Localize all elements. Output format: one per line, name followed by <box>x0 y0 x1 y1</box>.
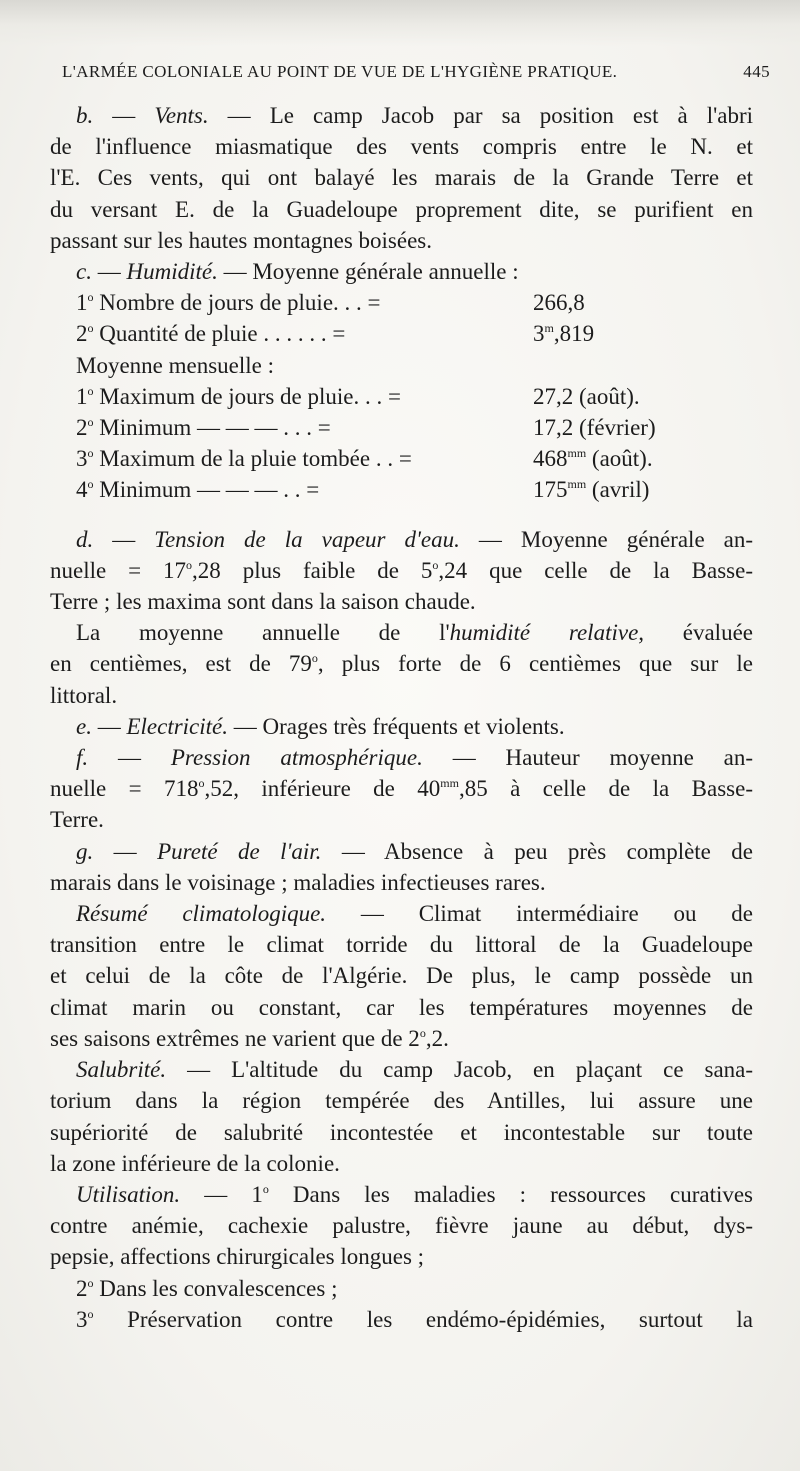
text-line: supériorité de salubrité incontestée et incontestable sur toute <box>50 1119 753 1145</box>
section-title: Electricité. <box>126 713 229 739</box>
section-title: Utilisation. <box>76 1181 181 1207</box>
row-label: 3$^o$ Maximum de la pluie tombée . . = <box>76 446 412 472</box>
row-value: 27,2 (août). <box>533 383 640 409</box>
section-title: Vents. <box>154 103 209 128</box>
text-line: Dans les maladies : ressources curatives <box>292 1181 754 1207</box>
text-line: La moyenne annuelle de l'humidité relative, évaluée <box>76 620 753 646</box>
section-purete <box>50 836 753 867</box>
section-letter: d. <box>76 526 94 552</box>
text-line: climat marin ou constant, car les températures moyennes de <box>50 994 753 1020</box>
page-top-shadow <box>0 0 800 46</box>
rainfall-table <box>50 287 753 505</box>
running-header <box>62 62 770 82</box>
dash: — <box>223 259 247 285</box>
text-line: du versant E. de la Guadeloupe proprement dite, se purifient en <box>50 196 753 222</box>
text-line: ses saisons extrêmes ne varient que de 2$^o$,2. <box>50 1025 449 1051</box>
text-line: Orages très fréquents et violents. <box>262 713 565 739</box>
monthly-label: Moyenne mensuelle : <box>76 352 275 378</box>
section-letter: b. <box>76 103 94 128</box>
text-line: — Moyenne générale an- <box>478 526 754 552</box>
row-value: 3$^m$,819 <box>533 321 595 347</box>
text-line: littoral. <box>50 682 118 708</box>
text-line: marais dans le voisinage ; maladies infectieuses rares. <box>50 869 546 895</box>
dash: — <box>112 103 136 128</box>
section-title: Salubrité. <box>76 1057 167 1083</box>
text-line: L'altitude du camp Jacob, en plaçant ce sana- <box>231 1057 754 1083</box>
text-line: Moyenne générale annuelle : <box>252 259 519 285</box>
list-item: 3$^o$ Préservation contre les endémo-épidémies, surtout la <box>76 1306 753 1332</box>
table-row <box>50 350 753 381</box>
dash: — <box>227 103 251 128</box>
dash: — <box>452 745 476 771</box>
section-letter: f. <box>76 745 89 771</box>
row-value: 266,8 <box>533 290 585 316</box>
row-label: 1$^o$ Maximum de jours de pluie. . . = <box>76 383 401 409</box>
text-line: Climat intermédiaire ou de <box>418 901 754 927</box>
section-title: Résumé climatologique. <box>76 901 327 927</box>
dash: — <box>118 745 141 771</box>
text-line: transition entre le climat torride du littoral de la Guadeloupe <box>50 932 753 958</box>
dash: — <box>187 1057 211 1083</box>
section-title: Pureté de l'air. <box>157 838 322 864</box>
text-line: nuelle = $718^o,52$, inférieure de $40^{mm},85$ à celle de la Basse- <box>50 776 753 802</box>
text-line: Le camp Jacob par sa position est à l'abri <box>269 103 754 128</box>
section-title: Humidité. <box>126 259 218 285</box>
table-row <box>50 381 753 412</box>
row-value: 17,2 (février) <box>533 415 656 441</box>
text-line: Terre ; les maxima sont dans la saison chaude. <box>50 589 476 615</box>
section-pression <box>50 742 753 773</box>
table-row <box>50 287 753 318</box>
text-line: l'E. Ces vents, qui ont balayé les marais de la Grande Terre et <box>50 165 753 191</box>
text-line: Absence à peu près complète de <box>384 838 754 864</box>
running-title: L'ARMÉE COLONIALE AU POINT DE VUE DE L'HYGIÈNE PRATIQUE. <box>62 62 618 81</box>
section-letter: c. <box>76 259 92 285</box>
dash: — <box>112 526 136 552</box>
section-salubrite <box>50 1054 753 1085</box>
text-line: en centièmes, est de 79$^o$, plus forte de 6 centièmes que sur le <box>50 651 753 677</box>
page-number: 445 <box>743 62 770 81</box>
dash: — <box>360 901 384 927</box>
section-vapeur <box>50 524 753 555</box>
dash: — <box>97 713 121 739</box>
text-line: torium dans la région tempérée des Antilles, lui assure une <box>50 1088 753 1114</box>
section-humidite <box>50 256 753 287</box>
section-letter: e. <box>76 713 92 739</box>
row-value: $175^{mm}$ (avril) <box>533 477 650 503</box>
row-value: $468^{mm}$ (août). <box>533 446 653 472</box>
table-row <box>50 474 753 505</box>
text-line: la zone inférieure de la colonie. <box>50 1150 340 1176</box>
spacer <box>50 506 753 524</box>
text-line: Hauteur moyenne an- <box>505 745 754 771</box>
section-electricite <box>50 711 753 742</box>
text-line: nuelle = $17^o,28$ plus faible de 5$^o$,24 que celle de la Basse- <box>50 557 754 583</box>
text-line: Terre. <box>50 807 104 833</box>
row-label: 4$^o$ Minimum — — — . . = <box>76 477 320 503</box>
table-row <box>50 318 753 349</box>
dash: — <box>113 838 137 864</box>
row-label: 2$^o$ Quantité de pluie . . . . . . = <box>76 321 346 347</box>
dash: — <box>97 259 121 285</box>
row-label: 2$^o$ Minimum — — — . . . = <box>76 415 331 441</box>
section-letter: g. <box>76 838 94 864</box>
body-text <box>50 100 753 1335</box>
section-title: Tension de la vapeur d'eau. <box>154 526 460 552</box>
section-utilisation: Utilisation. — 1$^o$ Dans les maladies : ressources curatives <box>76 1181 754 1207</box>
dash: — <box>204 1181 228 1207</box>
dash: — <box>341 838 365 864</box>
section-title: Pression atmosphérique. <box>170 745 423 771</box>
text-line: passant sur les hautes montagnes boisées. <box>50 227 432 253</box>
dash: — <box>233 713 257 739</box>
section-vents <box>50 100 753 131</box>
text-line: pepsie, affections chirurgicales longues ; <box>50 1244 425 1270</box>
section-resume <box>50 898 753 929</box>
text-line: contre anémie, cachexie palustre, fièvre jaune au début, dys- <box>50 1213 753 1239</box>
text-line: et celui de la côte de l'Algérie. De plus, le camp possède un <box>50 963 753 989</box>
row-label: 1$^o$ Nombre de jours de pluie. . . = <box>76 290 381 316</box>
table-row <box>50 412 753 443</box>
text-line: de l'influence miasmatique des vents compris entre le N. et <box>50 134 753 160</box>
table-row <box>50 443 753 474</box>
list-item: 2$^o$ Dans les convalescences ; <box>76 1275 338 1301</box>
